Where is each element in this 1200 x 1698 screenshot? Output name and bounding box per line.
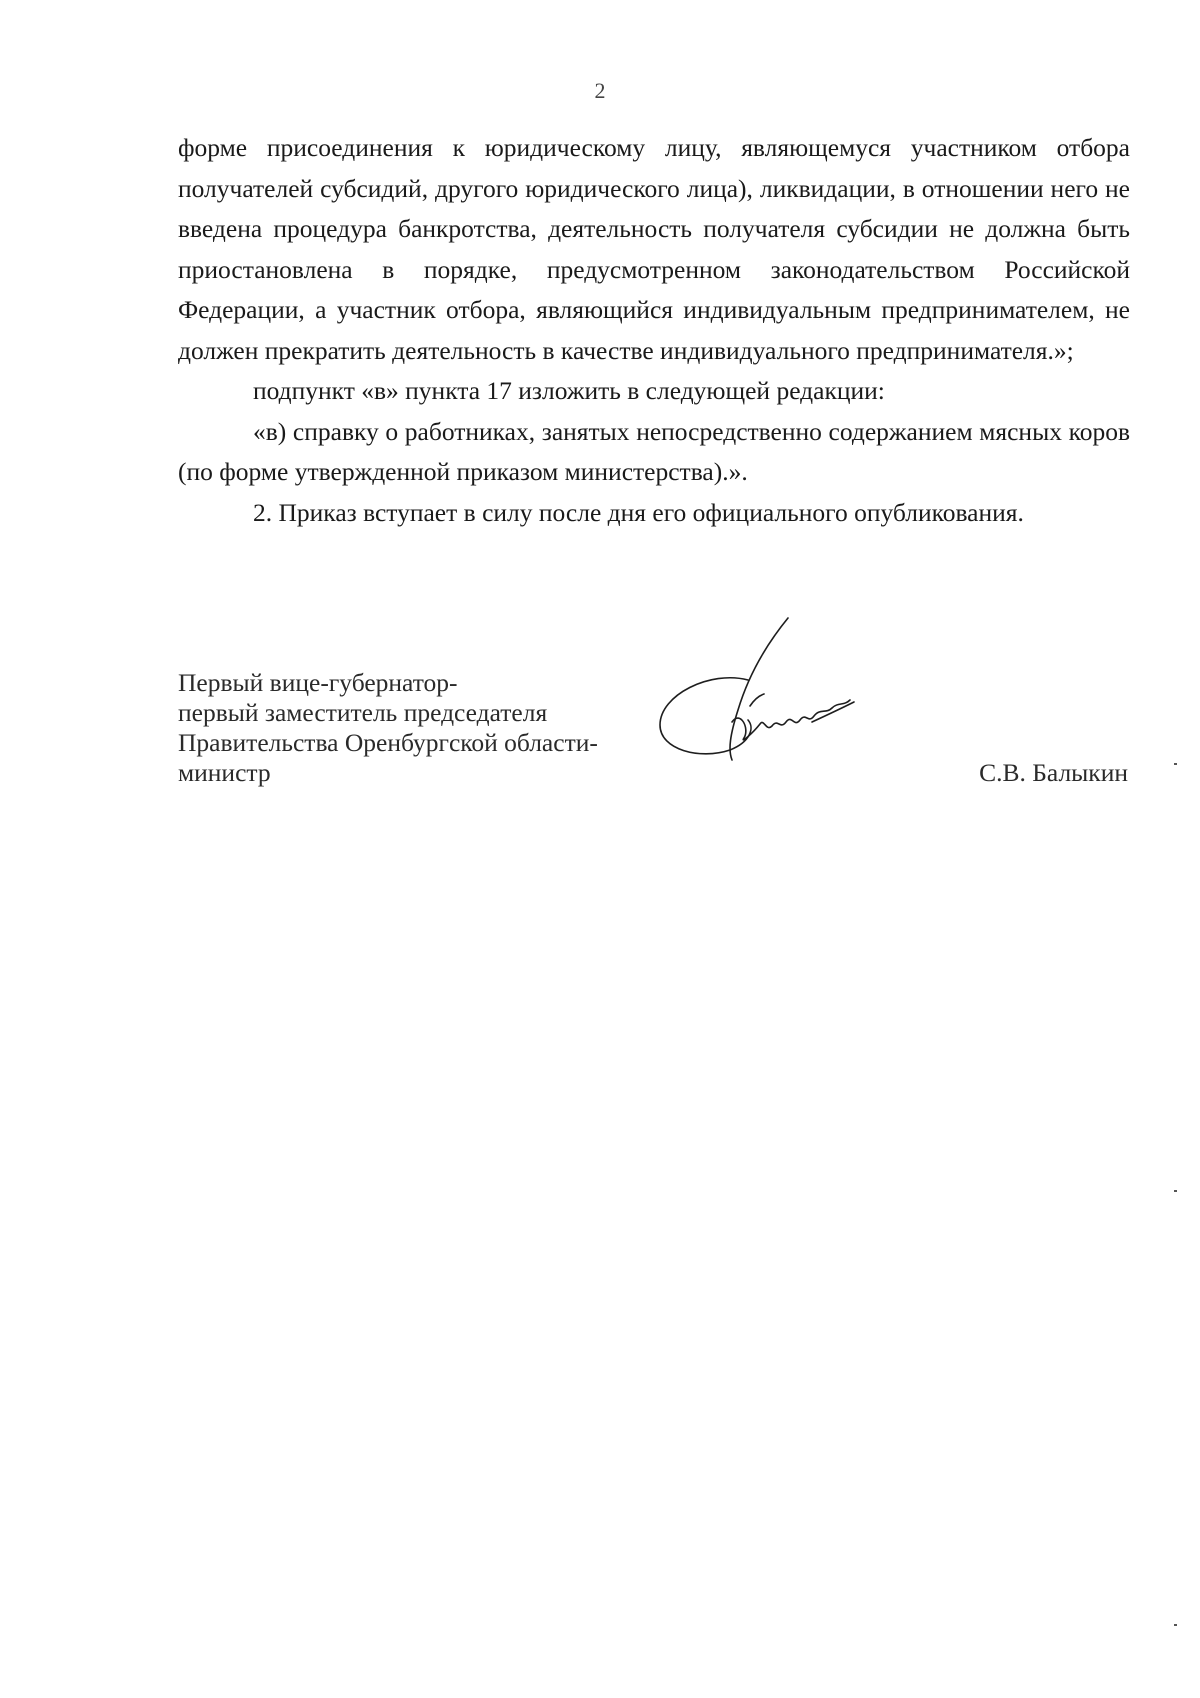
signatory-title	[178, 668, 598, 788]
document-body	[178, 128, 1130, 533]
paragraph-effective-date: 2. Приказ вступает в силу после дня его официального опубликования.	[253, 497, 1024, 527]
signatory-title-line: Первый вице-губернатор-	[178, 668, 458, 697]
signatory-title-line: министр	[178, 758, 271, 787]
signatory-title-line: Правительства Оренбургской области-	[178, 728, 598, 757]
paragraph-subitem-text: «в) справку о работниках, занятых непосредственно содержанием мясных коров (по форме утвержденной приказом министерства).».	[178, 416, 1130, 486]
scan-speck	[1174, 763, 1177, 765]
scan-speck	[1174, 1190, 1177, 1192]
signatory-title-line: первый заместитель председателя	[178, 698, 548, 727]
signatory-name: С.В. Балыкин	[979, 758, 1128, 787]
paragraph-continuation: форме присоединения к юридическому лицу, являющемуся участником отбора получателей субсидий, другого юридического лица), ликвидации, в отношении него не введена процедура банкротства, деятельность получателя субсидии не должна быть приостановлена в порядке, предусмотренном законодательством Российской Федерации, а участник отбора, являющийся индивидуальным предпринимателем, не должен прекратить деятельность в качестве индивидуального предпринимателя.»;	[178, 133, 1130, 365]
page-number: 2	[594, 78, 606, 103]
scan-speck	[1174, 1624, 1177, 1626]
handwritten-signature	[640, 610, 880, 790]
paragraph-subitem-amendment: подпункт «в» пункта 17 изложить в следующей редакции:	[253, 376, 885, 405]
